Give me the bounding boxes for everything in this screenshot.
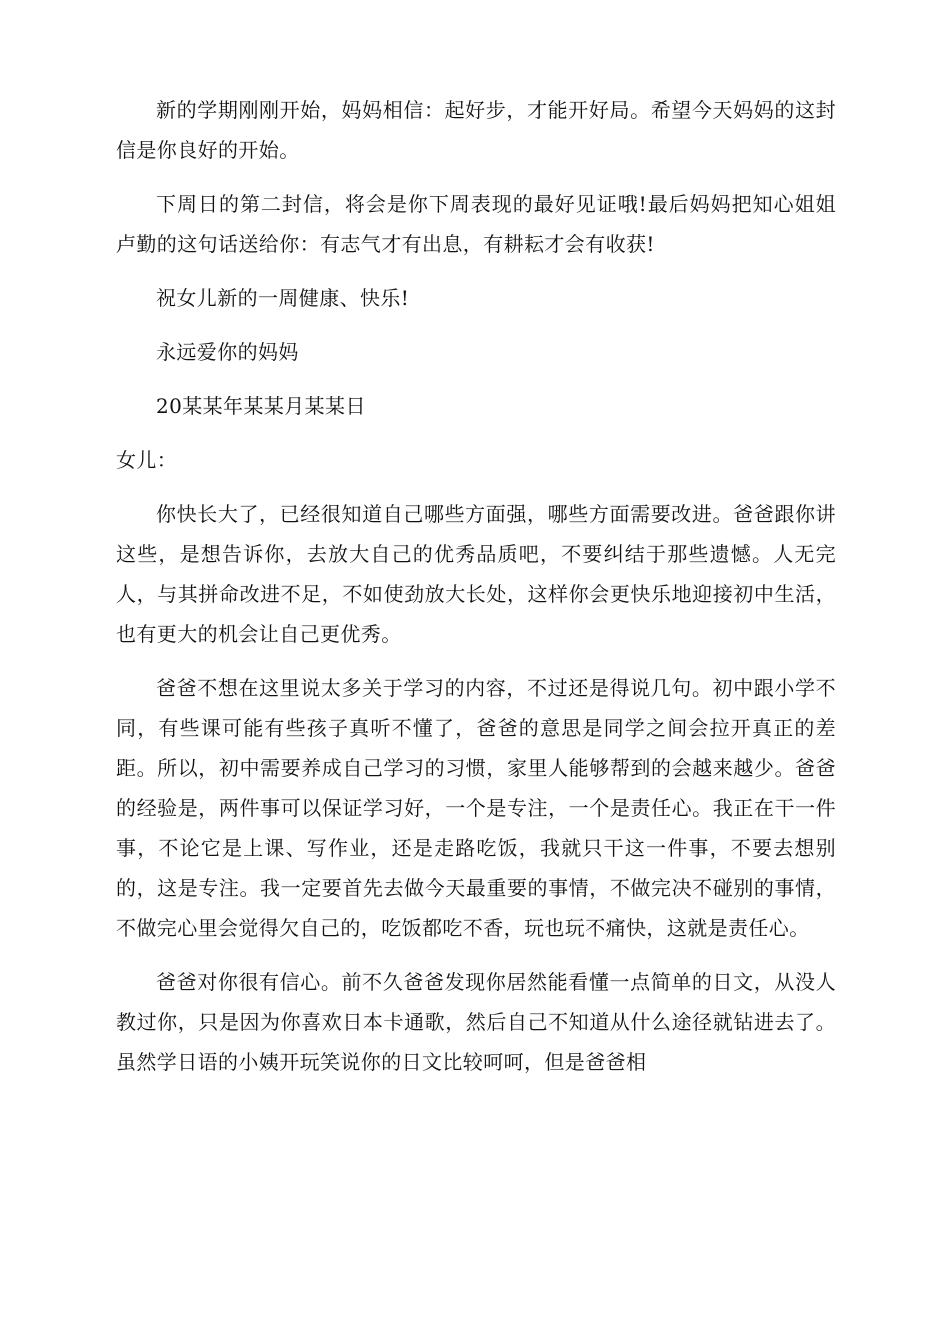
salutation-daughter: 女儿： [116,448,178,472]
paragraph-confidence: 爸爸对你很有信心。前不久爸爸发现你居然能看懂一点简单的日文，从没人教过你，只是因为你喜欢日本卡通歌，然后自己不知道从什么途径就钻进去了。虽然学日语的小姨开玩笑说你的日文比较呵呵，但是爸爸相 [116,970,836,1074]
document-body [116,90,836,1096]
paragraph-new-semester: 新的学期刚刚开始，妈妈相信：起好步，才能开好局。希望今天妈妈的这封信是你良好的开始。 [116,98,836,162]
signature-mother: 永远爱你的妈妈 [156,340,299,364]
letter-date: 20某某年某某月某某日 [156,394,366,418]
paragraph-wishes: 祝女儿新的一周健康、快乐! [156,286,410,310]
paragraph-growing-up: 你快长大了，已经很知道自己哪些方面强，哪些方面需要改进。爸爸跟你讲这些，是想告诉你，去放大自己的优秀品质吧，不要纠结于那些遗憾。人无完人，与其拼命改进不足，不如使劲放大长处，这样你会更快乐地迎接初中生活，也有更大的机会让自己更优秀。 [116,502,836,646]
paragraph-second-letter: 下周日的第二封信，将会是你下周表现的最好见证哦!最后妈妈把知心姐姐卢勤的这句话送给你：有志气才有出息，有耕耘才会有收获! [116,192,836,256]
paragraph-study-advice: 爸爸不想在这里说太多关于学习的内容，不过还是得说几句。初中跟小学不同，有些课可能有些孩子真听不懂了，爸爸的意思是同学之间会拉开真正的差距。所以，初中需要养成自己学习的习惯，家里人能够帮到的会越来越少。爸爸的经验是，两件事可以保证学习好，一个是专注，一个是责任心。我正在干一件事，不论它是上课、写作业，还是走路吃饭，我就只干这一件事，不要去想别的，这是专注。我一定要首先去做今天最重要的事情，不做完决不碰别的事情，不做完心里会觉得欠自己的，吃饭都吃不香，玩也玩不痛快，这就是责任心。 [116,676,836,940]
